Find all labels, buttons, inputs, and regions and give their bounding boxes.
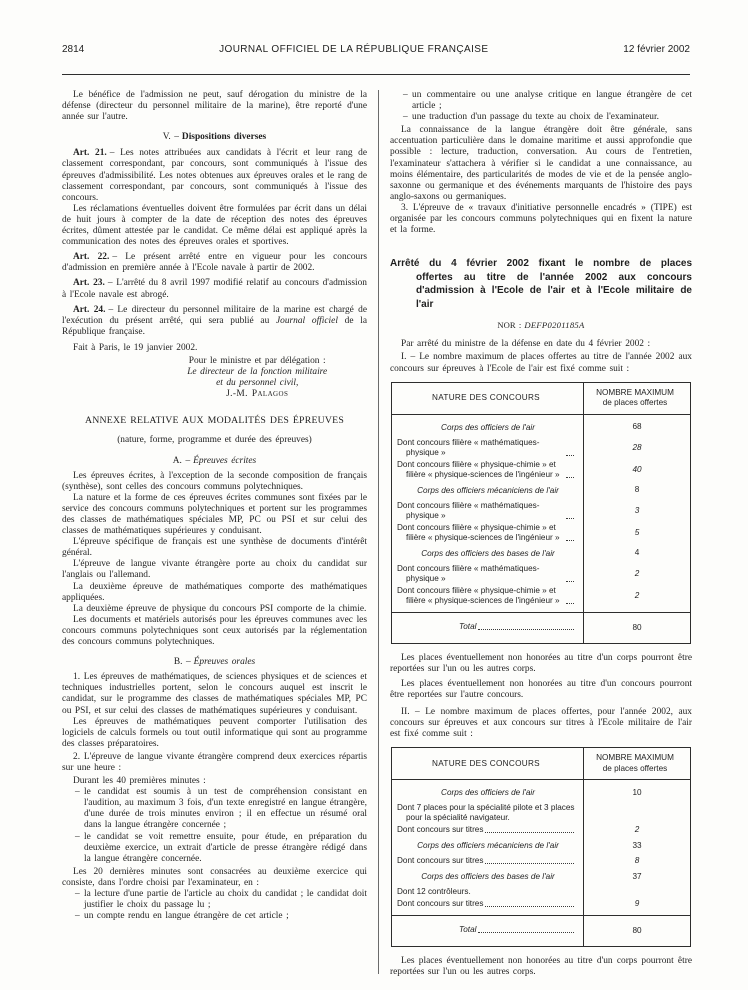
table-row: Corps des officiers des bases de l'air 4 [421,548,640,558]
paragraph-tipe: 3. L'épreuve de « travaux d'initiative personnelle encadrés » (TIPE) est organisée par les concours communs polytechniques qui en fixent la nature et la forme. [390,202,692,236]
section-v-number: V. – [162,132,179,143]
nor-label: NOR : [497,320,522,331]
section-b-number: B. – [173,657,191,668]
issue-date: 12 février 2002 [623,44,690,55]
dot-leader [566,518,574,519]
article-24 [62,305,367,338]
paragraph: Les places éventuellement non honorées au titre d'un corps pourront être reportées sur l'un ou les autres corps. [390,956,692,978]
places-table-ecole-militaire-air [391,747,691,947]
list-item: – une traduction d'un passage du texte au choix de l'examinateur. [403,112,659,123]
table-column-rule [583,748,584,946]
paragraph: Les documents et matériels autorisés pour les épreuves communes avec les concours communs polytechniques sont ceux autorisés par la réglementation des concours communs polytechniques. [62,614,367,648]
table-row: Corps des officiers des bases de l'air 37 [421,871,642,882]
article-22 [62,252,367,274]
paragraph: La deuxième épreuve de physique du concours PSI comporte de la chimie. [73,603,367,614]
dash-marker: – [75,889,80,899]
paragraph: L'épreuve spécifique de français est une synthèse de documents d'intérêt général. [62,537,367,559]
paragraph: Durant les 40 premières minutes : [73,776,206,787]
annexe-subtitle: (nature, forme, programme et durée des épreuves) [117,435,312,446]
article-22-label: Art. 22. [73,252,110,263]
paragraph-connaissance: La connaissance de la langue étrangère doit être générale, sans accentuation particulière dans le domaine maritime et aussi approfondie que possible : lecture, traduction, conversation. Au cours de l'entretien, l'examinateur s'attachera à vérifier si le candidat a une connaissance, au moins élémentaire, des particularités de modes de vie et de la pensée anglo-saxonne ou germanique et des événements marquants de l'histoire des pays anglo-saxons ou germaniques. [390,125,692,202]
table-row: Dont concours sur titres 8 [397,856,640,866]
article-24-journal-officiel: Journal officiel [276,315,338,326]
signature-function-1: Le directeur de la fonction militaire [187,367,328,378]
table-total-row: Total 80 [392,915,690,946]
table-row: Dont concours filière « mathématiques-physique » 2 [397,563,640,583]
dot-leader [485,832,574,833]
journal-title: JOURNAL OFFICIEL DE LA RÉPUBLIQUE FRANÇAISE [219,44,489,55]
table-row: Corps des officiers de l'air 68 [441,422,642,432]
dash-marker: – [75,911,80,922]
signatory-name: J.-M. Palagos [226,389,289,400]
article-21 [62,148,367,203]
table-row: Dont concours sur titres 9 [397,899,640,909]
section-a-number: A. – [172,455,191,466]
table-row: Corps des officiers mécaniciens de l'air 33 [417,840,642,851]
table-body [392,780,690,915]
section-b-title: Épreuves orales [193,657,256,668]
table-row: Dont 7 places pour la spécialité pilote et 3 places pour la spécialité navigateur. [397,803,575,823]
paragraph-intro: Le bénéfice de l'admission ne peut, sauf dérogation du ministre de la défense (directeur du personnel militaire de la marine), être reporté d'une année sur l'autre. [62,90,367,123]
content-columns [62,90,692,978]
article-24-text-post: de la République française. [62,315,367,337]
dot-leader [485,863,574,864]
dot-leader [566,581,574,582]
article-24-label: Art. 24. [73,304,106,315]
dot-leader [566,603,574,604]
table-header-row [392,383,690,415]
page-header [62,44,690,55]
paragraph-par-arrete: Par arrêté du ministre de la défense en date du 4 février 2002 : [401,339,651,350]
date-signature-line: Fait à Paris, le 19 janvier 2002. [73,342,198,353]
signature-function-2: et du personnel civil, [216,378,299,389]
column-header-nombre: NOMBRE MAXIMUM de places offertes [596,387,674,408]
annexe-title: ANNEXE RELATIVE AUX MODALITÉS DES ÉPREUVES [84,415,345,427]
article-23 [62,278,367,300]
dash-marker: – [403,112,408,123]
column-divider-rule [378,90,379,974]
dot-leader [485,906,574,907]
section-b-heading [62,657,367,668]
article-21-text: – Les notes attribuées aux candidats à l'écrit et leur rang de classement correspondant, par concours, sont communiqués à l'issue des épreuves d'admissibilité. Les notes obtenues aux épreuves orales et le rang de classement correspondant, par concours, sont communiqués à l'issue des concours. [62,148,367,203]
list-item: – le candidat est soumis à un test de compréhension consistant en l'audition, au maximum 3 fois, d'un texte enregistré en langue étrangère, d'une durée de trois minutes environ ; il en effectue un résumé oral dans la langue étrangère concernée ; [75,787,367,831]
table-total-row: Total 80 [392,612,690,643]
paragraph: La nature et la forme de ces épreuves écrites communes sont fixées par le service des concours communs polytechniques et portent sur les programmes des classes de mathématiques spéciales MP, PC ou PSI et sur celui des classes de mathématiques supérieures y conduisant. [62,492,367,537]
list-item: – la lecture d'une partie de l'article au choix du candidat ; le candidat doit justifier le choix du passage lu ; [75,889,367,911]
section-v-heading [62,132,367,143]
paragraph: Les places éventuellement non honorées au titre d'un concours pourront être reportées sur l'autre concours. [390,678,692,700]
column-header-nombre: NOMBRE MAXIMUM de places offertes [596,753,674,773]
column-header-nature: NATURE DES CONCOURS [432,758,540,768]
paragraph: Les places éventuellement non honorées au titre d'un corps pourront être reportées sur l'un ou les autres corps. [390,652,692,674]
dot-leader [566,455,574,456]
table-row: Dont 12 contrôleurs. [397,887,471,897]
paragraph: Les épreuves écrites, à l'exception de la seconde composition de français (synthèse), sont celles des concours communs polytechniques. [62,470,367,492]
paragraph: La deuxième épreuve de mathématiques comporte des mathématiques appliquées. [62,581,367,603]
table-row: Dont concours filière « physique-chimie » et filière « physique-sciences de l'ingénieur » 40 [397,459,642,479]
paragraph: L'épreuve de langue vivante étrangère porte au choix du candidat sur l'anglais ou l'allemand. [62,559,367,581]
dot-leader [478,932,574,933]
signature-delegation: Pour le ministre et par délégation : [188,355,326,366]
dash-marker: – [75,831,80,842]
column-header-nature: NATURE DES CONCOURS [432,393,540,403]
section-a-heading [62,456,367,467]
dot-leader [566,540,574,541]
paragraph: Les 20 dernières minutes sont consacrées au deuxième exercice qui consiste, dans l'ordre choisi par l'examinateur, en : [62,866,367,888]
dot-leader [566,477,574,478]
table-row: Dont concours filière « physique-chimie » et filière « physique-sciences de l'ingénieur » 5 [397,522,640,542]
section-a-title: Épreuves écrites [193,455,257,466]
paragraph: Les épreuves de mathématiques peuvent comporter l'utilisation des logiciels de calculs formels ou tout outil informatique qui sont au programme des classes préparatoires. [62,716,367,749]
signature-block [147,356,367,400]
paragraph: 2. L'épreuve de langue vivante étrangère comprend deux exercices répartis sur une heure : [62,751,367,773]
nor-value: DEFP0201185A [524,320,585,331]
list-item: – un compte rendu en langue étrangère de cet article ; [75,911,289,922]
section-v-title: Dispositions diverses [181,132,267,143]
list-item: – un commentaire ou une analyse critique en langue étrangère de cet article ; [403,90,692,112]
table-row: Dont concours filière « physique-chimie » et filière « physique-sciences de l'ingénieur » 2 [397,585,640,605]
article-24-text-pre: – Le directeur du personnel militaire de la marine est chargé de l'exécution du présent arrêté, qui sera publié au [62,304,367,326]
right-column [390,90,692,978]
paragraph-reclamations: Les réclamations éventuelles doivent être formulées par écrit dans un délai de huit jours à compter de la date de réception des notes des épreuves écrites, dûment attestée par le candidat. Ce même délai est appliqué après la communication des notes des épreuves orales et sportives. [62,203,367,248]
article-23-text: – L'arrêté du 8 avril 1997 modifié relatif au concours d'admission à l'Ecole navale est abrogé. [62,278,367,300]
table-column-rule [583,383,584,643]
page-number: 2814 [62,44,85,55]
table-header-row [392,748,690,780]
list-item: – le candidat se voit remettre ensuite, pour étude, en préparation du deuxième exercice, un extrait d'article de presse étrangère rédigé dans la langue étrangère concernée. [75,831,367,864]
left-column [62,90,367,974]
article-23-label: Art. 23. [73,278,105,289]
article-21-label: Art. 21. [73,148,107,159]
dash-marker: – [403,90,408,100]
table-row: Dont concours sur titres 2 [397,825,640,835]
dot-leader [478,629,574,630]
nor-line [390,320,692,331]
paragraph: 1. Les épreuves de mathématiques, de sciences physiques et de sciences et techniques industrielles portent, selon le concours auquel est inscrit le candidat, sur le programme des classes de mathématiques spéciales MP, PC ou PSI, et sur celui des classes de mathématiques supérieures y conduisant. [62,672,367,716]
table-row: Dont concours filière « mathématiques-physique » 3 [397,500,640,520]
dash-marker: – [75,787,80,798]
paragraph-section-i: I. – Le nombre maximum de places offertes au titre de l'année 2002 aux concours sur épreuves à l'Ecole de l'air est fixé comme suit : [390,352,692,374]
header-rule [62,74,690,75]
paragraph-section-ii: II. – Le nombre maximum de places offertes, pour l'année 2002, aux concours sur épreuves et aux concours sur titres à l'Ecole militaire de l'air est fixé comme suit : [390,706,692,740]
table-body [392,415,690,612]
table-row: Corps des officiers mécaniciens de l'air 8 [417,485,640,495]
arrete-heading: Arrêté du 4 février 2002 fixant le nombre de places offertes au titre de l'année 2002 aux concours d'admission à l'Ecole de l'air et à l'Ecole militaire de l'air [390,258,692,310]
table-row: Dont concours filière « mathématiques-physique » 28 [397,437,642,457]
places-table-ecole-air [391,382,691,644]
table-row: Corps des officiers de l'air 10 [441,787,642,798]
article-22-text: – Le présent arrêté entre en vigueur pour les concours d'admission en première année à l'Ecole navale à partir de 2002. [62,252,367,274]
